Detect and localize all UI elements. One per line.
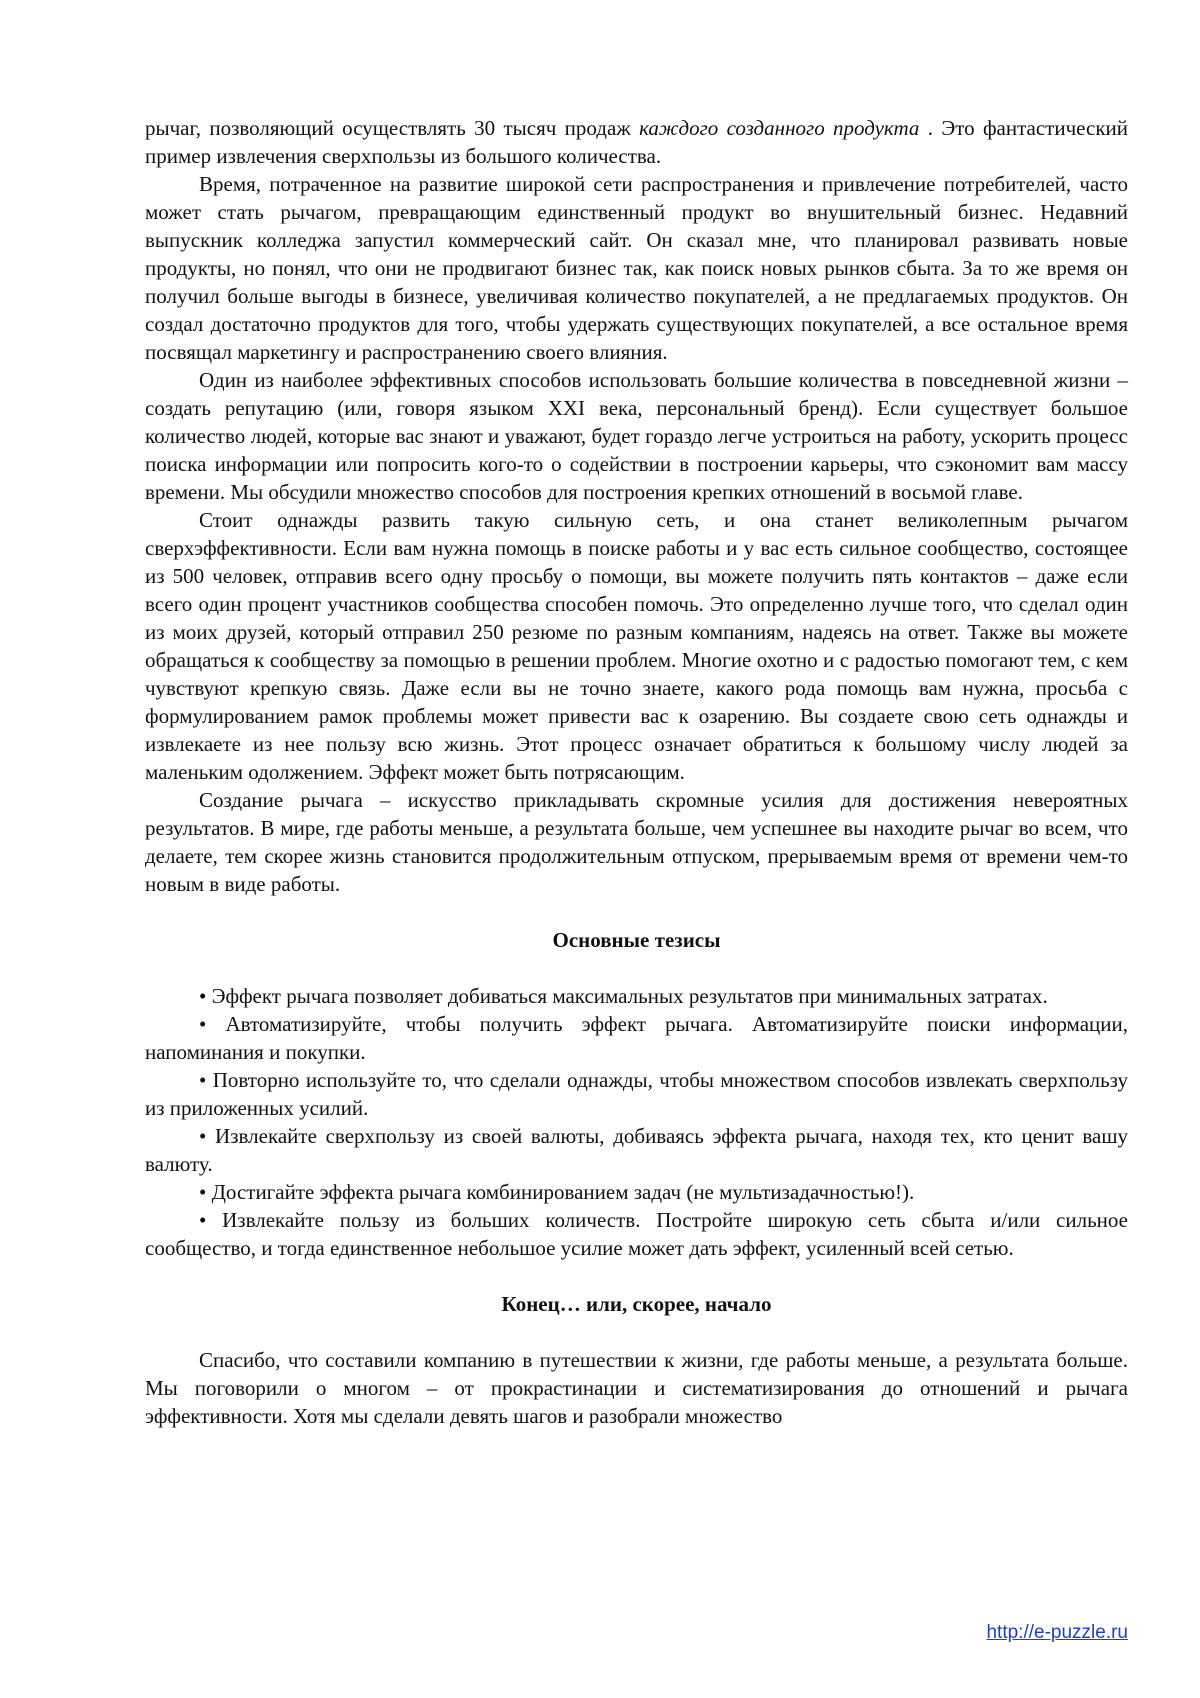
thesis-item: • Эффект рычага позволяет добиваться максимальных результатов при минимальных затратах. <box>199 984 1048 1008</box>
paragraph-1-start: рычаг, позволяющий осуществлять 30 тысяч продаж <box>145 116 640 140</box>
thesis-item: • Извлекайте сверхпользу из своей валюты, добиваясь эффекта рычага, находя тех, кто ценит вашу валюту. <box>145 1124 1128 1176</box>
paragraph-1-emphasis: каждого созданного продукта <box>639 116 920 140</box>
thesis-item: • Автоматизируйте, чтобы получить эффект рычага. Автоматизируйте поиски информации, напоминания и покупки. <box>145 1012 1128 1064</box>
paragraph-1 <box>145 114 1128 170</box>
footer-link[interactable]: http://e-puzzle.ru <box>986 1622 1128 1643</box>
section-heading-end: Конец… или, скорее, начало <box>501 1292 772 1316</box>
thesis-item: • Достигайте эффекта рычага комбинированием задач (не мультизадачностью!). <box>199 1180 915 1204</box>
paragraph-1-end: . Это фантастический пример извлечения сверхпользы из большого количества. <box>145 116 1129 168</box>
paragraph-4: Стоит однажды развить такую сильную сеть, и она станет великолепным рычагом сверхэффективности. Если вам нужна помощь в поиске работы и у вас есть сильное сообщество, состоящее из 500 человек, отправив всего одну просьбу о помощи, вы можете получить пять контактов – даже если всего один процент участников сообщества способен помочь. Это определенно лучше того, что сделал один из моих друзей, который отправил 250 резюме по разным компаниям, надеясь на ответ. Также вы можете обращаться к сообществу за помощью в решении проблем. Многие охотно и с радостью помогают тем, с кем чувствуют крепкую связь. Даже если вы не точно знаете, какого рода помощь вам нужна, просьба с формулированием рамок проблемы может привести вас к озарению. Вы создаете свою сеть однажды и извлекаете из нее пользу всю жизнь. Этот процесс означает обратиться к большому числу людей за маленьким одолжением. Эффект может быть потрясающим. <box>145 508 1128 784</box>
page-content <box>145 114 1128 1430</box>
thesis-item: • Повторно используйте то, что сделали однажды, чтобы множеством способов извлекать сверхпользу из приложенных усилий. <box>145 1068 1128 1120</box>
paragraph-2: Время, потраченное на развитие широкой сети распространения и привлечение потребителей, часто может стать рычагом, превращающим единственный продукт во внушительный бизнес. Недавний выпускник колледжа запустил коммерческий сайт. Он сказал мне, что планировал развивать новые продукты, но понял, что они не продвигают бизнес так, как поиск новых рынков сбыта. За то же время он получил больше выгоды в бизнесе, увеличивая количество покупателей, а не предлагаемых продуктов. Он создал достаточно продуктов для того, чтобы удержать существующих покупателей, а все остальное время посвящал маркетингу и распространению своего влияния. <box>145 172 1128 364</box>
paragraph-3: Один из наиболее эффективных способов использовать большие количества в повседневной жизни – создать репутацию (или, говоря языком XXI века, персональный бренд). Если существует большое количество людей, которые вас знают и уважают, будет гораздо легче устроиться на работу, ускорить процесс поиска информации или попросить кого-то о содействии в построении карьеры, что сэкономит вам массу времени. Мы обсудили множество способов для построения крепких отношений в восьмой главе. <box>145 368 1128 504</box>
paragraph-final: Спасибо, что составили компанию в путешествии к жизни, где работы меньше, а результата больше. Мы поговорили о многом – от прокрастинации и систематизирования до отношений и рычага эффективности. Хотя мы сделали девять шагов и разобрали множество <box>145 1348 1128 1428</box>
thesis-item: • Извлекайте пользу из больших количеств. Постройте широкую сеть сбыта и/или сильное сообщество, и тогда единственное небольшое усилие может дать эффект, усиленный всей сетью. <box>145 1208 1128 1260</box>
paragraph-5: Создание рычага – искусство прикладывать скромные усилия для достижения невероятных результатов. В мире, где работы меньше, а результата больше, чем успешнее вы находите рычаг во всем, что делаете, тем скорее жизнь становится продолжительным отпуском, прерываемым время от времени чем-то новым в виде работы. <box>145 788 1128 896</box>
section-heading-theses: Основные тезисы <box>552 928 721 952</box>
